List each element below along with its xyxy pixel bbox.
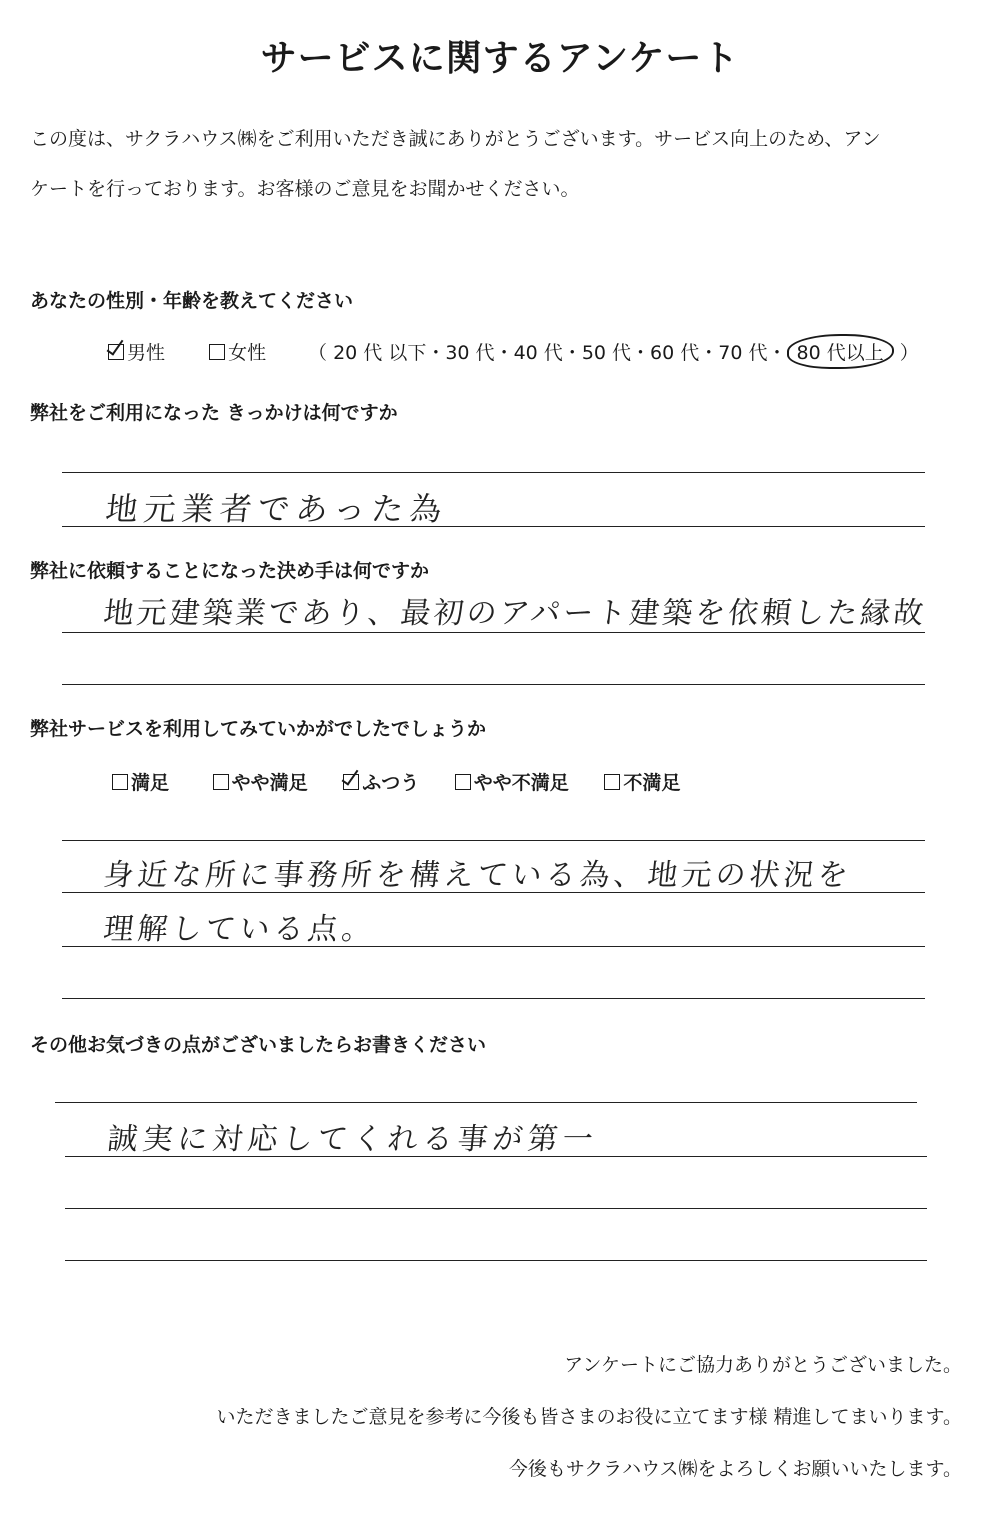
answer-other-comments: 誠実に対応してくれる事が第一: [105, 1122, 600, 1157]
age-option[interactable]: 60 代: [650, 342, 700, 364]
age-option[interactable]: 50 代: [581, 342, 632, 364]
satisfaction-option[interactable]: [213, 772, 308, 794]
age-close-paren: ）: [899, 342, 919, 364]
answer-trigger: 地元業者であった為: [103, 490, 450, 528]
satisfaction-option-label: ふつう: [362, 772, 420, 794]
satisfaction-option-label: やや満足: [231, 772, 308, 794]
checkbox-somewhat-dissatisfied[interactable]: [455, 774, 471, 790]
age-option[interactable]: 70 代: [718, 342, 768, 364]
satisfaction-option[interactable]: [455, 772, 569, 794]
answer-rule: [65, 1208, 927, 1209]
question-trigger: 弊社をご利用になった きっかけは何ですか: [30, 402, 398, 424]
footer-closing: 今後もサクラハウス㈱をよろしくお願いいたします。: [508, 1458, 962, 1480]
answer-rule: [62, 946, 925, 947]
age-separator: ・: [699, 342, 719, 364]
intro-line-2: ケートを行っております。お客様のご意見をお聞かせください。: [30, 178, 580, 200]
age-separator: ・: [426, 342, 446, 364]
age-open-paren: （: [308, 342, 328, 364]
satisfaction-option-label: 不満足: [623, 772, 681, 794]
intro-line-1: この度は、サクラハウス㈱をご利用いただき誠にありがとうございます。サービス向上のため、アン: [30, 128, 881, 150]
checkbox-satisfied[interactable]: [112, 774, 128, 790]
question-other-comments: その他お気づきの点がございましたらお書きください: [30, 1034, 487, 1056]
answer-satisfaction-line-1: 身近な所に事務所を構えている為、地元の状況を: [101, 858, 854, 893]
satisfaction-option-label: 満足: [131, 772, 170, 794]
answer-rule: [65, 1156, 927, 1157]
gender-options: [108, 338, 266, 365]
gender-option-female[interactable]: [209, 342, 266, 364]
question-satisfaction: 弊社サービスを利用してみていかがでしたでしょうか: [30, 718, 487, 740]
answer-deciding-factor: 地元建築業であり、最初のアパート建築を依頼した縁故: [101, 596, 929, 631]
checkbox-neutral[interactable]: [343, 774, 359, 790]
answer-rule: [62, 998, 925, 999]
answer-rule: [62, 472, 925, 473]
gender-female-label: 女性: [228, 342, 267, 364]
age-option[interactable]: 20 代 以下: [333, 342, 427, 364]
age-separator: ・: [631, 342, 651, 364]
satisfaction-options: [112, 768, 680, 795]
age-separator: ・: [767, 342, 787, 364]
age-options: [308, 338, 919, 365]
footer-thanks: アンケートにご協力ありがとうございました。: [564, 1354, 962, 1376]
answer-rule: [62, 892, 925, 893]
age-separator: ・: [494, 342, 514, 364]
question-gender-age: あなたの性別・年齢を教えてください: [30, 290, 354, 312]
answer-rule: [65, 1260, 927, 1261]
age-option[interactable]: 30 代: [445, 342, 495, 364]
answer-rule: [62, 526, 925, 527]
answer-satisfaction-line-2: 理解している点。: [101, 912, 378, 947]
answer-rule: [62, 684, 925, 685]
checkbox-male[interactable]: [108, 344, 124, 360]
age-separator: ・: [562, 342, 582, 364]
checkbox-somewhat-satisfied[interactable]: [213, 774, 229, 790]
answer-rule: [55, 1102, 917, 1103]
page-title: サービスに関するアンケート: [260, 38, 740, 79]
gender-option-male[interactable]: [108, 342, 171, 364]
satisfaction-option[interactable]: [604, 772, 680, 794]
answer-rule: [62, 632, 925, 633]
checkbox-dissatisfied[interactable]: [604, 774, 620, 790]
answer-rule: [62, 840, 925, 841]
satisfaction-option-label: やや不満足: [473, 772, 569, 794]
age-option[interactable]: 40 代: [513, 342, 563, 364]
checkbox-female[interactable]: [209, 344, 225, 360]
question-deciding-factor: 弊社に依頼することになった決め手は何ですか: [30, 560, 430, 582]
age-option-selected[interactable]: 80 代以上: [787, 334, 894, 369]
footer-message: いただきましたご意見を参考に今後も皆さまのお役に立てます様 精進してまいります。: [216, 1406, 962, 1428]
satisfaction-option[interactable]: [112, 772, 169, 794]
satisfaction-option[interactable]: [343, 772, 419, 794]
gender-male-label: 男性: [127, 342, 166, 364]
